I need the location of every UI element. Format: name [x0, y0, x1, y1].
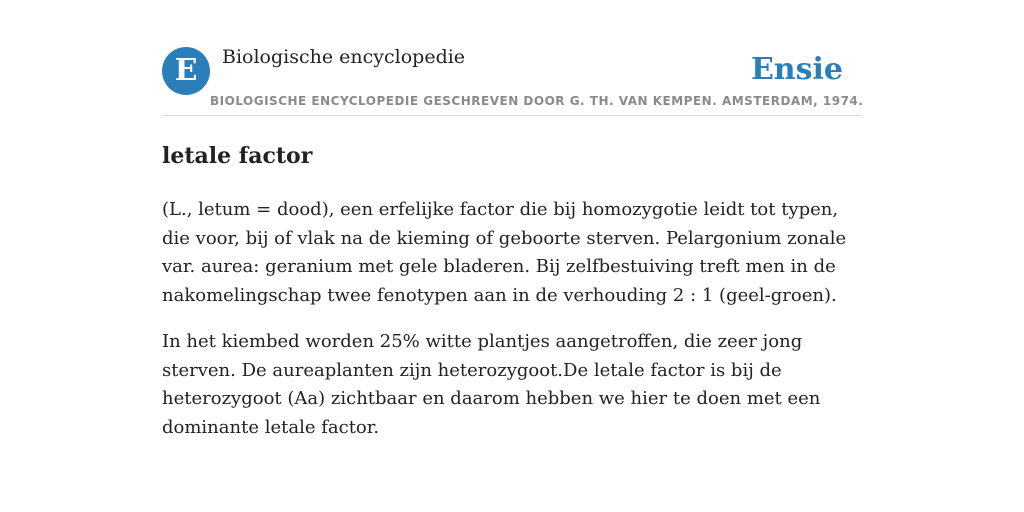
entry-term-title: letale factor: [162, 143, 313, 169]
book-meta: BIOLOGISCHE ENCYCLOPEDIE GESCHREVEN DOOR G. TH. VAN KEMPEN. AMSTERDAM, 1974.: [210, 94, 864, 108]
entry-content: [162, 196, 862, 442]
header: [162, 0, 862, 116]
entry-paragraph: In het kiembed worden 25% witte plantjes aangetroffen, die zeer jong sterven. De aureaplanten zijn heterozygoot.De letale factor is bij de heterozygoot (Aa) zichtbaar en daarom hebben we hier te doen met een dominante letale factor.: [162, 331, 821, 438]
book-title-link[interactable]: Biologische encyclopedie: [222, 46, 466, 68]
page: [162, 0, 862, 512]
ensie-logo-link[interactable]: Ensie: [750, 52, 843, 87]
book-logo-icon[interactable]: E: [162, 47, 210, 95]
entry-paragraph: (L., letum = dood), een erfelijke factor die bij homozygotie leidt tot typen, die voor, bij of vlak na de kieming of geboorte sterven. Pelargonium zonale var. aurea: geranium met gele bladeren. Bij zelfbestuiving treft men in de nakomelingschap twee fenotypen aan in de verhouding 2 : 1 (geel-groen).: [162, 199, 847, 306]
